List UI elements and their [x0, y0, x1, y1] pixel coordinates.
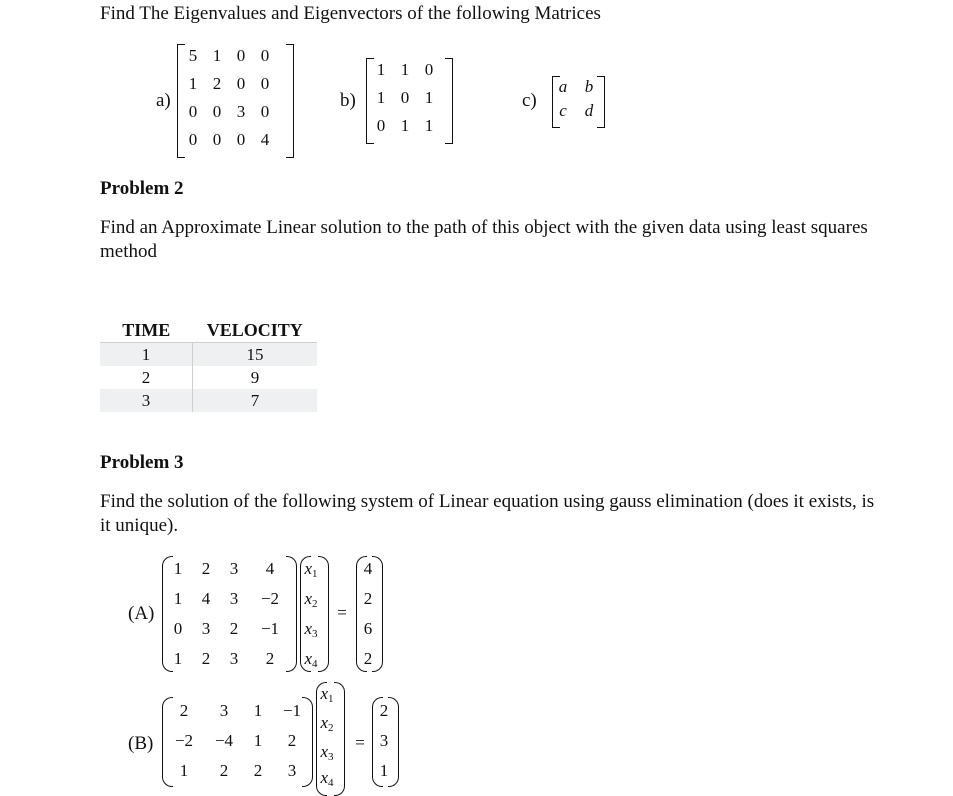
system-a-rhs-cell: 2: [363, 589, 373, 608]
matrix-b-cell: 0: [400, 88, 410, 107]
system-b-cell: 2: [219, 761, 229, 780]
problem3-text: Find the solution of the following system of Linear equation using gauss elimination (does it exists, is it unique).: [100, 491, 875, 536]
system-a-cell: 4: [265, 559, 275, 578]
system-a-var: x: [304, 589, 313, 608]
matrix-a-cell: 0: [188, 130, 198, 149]
system-a-cell: 0: [173, 619, 183, 638]
matrix-b-cell: 0: [376, 116, 386, 135]
system-b-cell: 1: [179, 761, 189, 780]
table-cell-time: 1: [100, 343, 193, 367]
system-a-var-sub: 1: [312, 568, 318, 580]
system-b-cell: −4: [214, 731, 234, 750]
system-b-var-sub: 2: [328, 722, 334, 734]
system-a-cell: 1: [173, 589, 183, 608]
matrix-b-cell: 1: [424, 88, 434, 107]
system-b-cell: 2: [287, 731, 297, 750]
system-b-var-sub: 1: [328, 693, 334, 705]
system-a-cell: 2: [229, 619, 239, 638]
system-a-cell: 3: [229, 559, 239, 578]
system-b-cell: 1: [253, 701, 263, 720]
system-b-label: (B): [128, 733, 154, 754]
time-velocity-table: [100, 318, 317, 412]
matrix-c-label: c): [522, 90, 537, 111]
table-row: [100, 343, 317, 367]
system-a-rhs-cell: 2: [363, 649, 373, 668]
matrix-b-cell: 1: [400, 116, 410, 135]
matrix-a-right-bracket: [286, 44, 294, 158]
table-cell-time: 2: [100, 366, 193, 389]
matrix-c-cell: d: [584, 101, 594, 120]
system-a-cell: 3: [229, 589, 239, 608]
system-a-cell: 2: [201, 649, 211, 668]
system-b-cell: 1: [253, 731, 263, 750]
matrix-b-label: b): [340, 90, 356, 111]
system-a-var-sub: 3: [312, 628, 318, 640]
system-b-var: x: [320, 768, 329, 787]
system-a-var: x: [304, 559, 313, 578]
system-a-var: x: [304, 619, 313, 638]
system-a-cell: −2: [260, 589, 280, 608]
matrix-b-right-bracket: [445, 58, 453, 144]
system-b-var: x: [320, 684, 329, 703]
system-a-equals: =: [337, 603, 347, 622]
matrix-a-cell: 0: [236, 74, 246, 93]
matrix-c-cell: b: [584, 77, 594, 96]
matrix-b-cell: 1: [376, 88, 386, 107]
table-cell-velocity: 15: [193, 343, 318, 367]
table-header-velocity: VELOCITY: [193, 318, 318, 343]
system-a-rhs-cell: 6: [363, 619, 373, 638]
system-b-var: x: [320, 713, 329, 732]
system-a-rhs-cell: 4: [363, 559, 373, 578]
system-a-label: (A): [128, 603, 155, 624]
matrix-a-cell: 0: [260, 102, 270, 121]
system-b-rhs-cell: 2: [379, 701, 389, 720]
matrix-a-cell: 1: [188, 74, 198, 93]
system-a-cell: 1: [173, 559, 183, 578]
system-b-var-sub: 3: [328, 751, 334, 763]
problem2-text: Find an Approximate Linear solution to the path of this object with the given data using least squares method: [100, 217, 868, 262]
matrix-a-cell: 3: [236, 102, 246, 121]
system-b-cell: 3: [219, 701, 229, 720]
matrix-a-label: a): [156, 90, 171, 111]
matrix-a-cell: 0: [260, 74, 270, 93]
matrix-a-cell: 4: [260, 130, 270, 149]
system-a-matrix-right-paren: [286, 556, 297, 672]
matrix-a-cell: 2: [212, 74, 222, 93]
system-b-cell: −1: [282, 701, 302, 720]
problem3-heading: Problem 3: [100, 452, 184, 473]
matrix-c-cell: c: [559, 101, 567, 120]
system-b-equals: =: [355, 733, 365, 752]
matrix-b-cell: 1: [400, 60, 410, 79]
matrix-a-cell: 0: [260, 46, 270, 65]
table-cell-time: 3: [100, 389, 193, 412]
matrix-c-cell: a: [558, 77, 568, 96]
matrix-b-cell: 0: [424, 60, 434, 79]
system-a-var-sub: 2: [312, 598, 318, 610]
system-a-cell: 3: [229, 649, 239, 668]
system-a-cell: 1: [173, 649, 183, 668]
system-a-cell: −1: [260, 619, 280, 638]
matrix-a-cell: 0: [212, 130, 222, 149]
table-row: [100, 389, 317, 412]
matrix-a-cell: 0: [236, 46, 246, 65]
matrix-a-cell: 0: [236, 130, 246, 149]
problem1-intro: Find The Eigenvalues and Eigenvectors of the following Matrices: [100, 3, 601, 24]
system-a-var-sub: 4: [312, 658, 318, 670]
matrix-b-cell: 1: [376, 60, 386, 79]
system-a-cell: 2: [201, 559, 211, 578]
matrix-b-cell: 1: [424, 116, 434, 135]
system-a-cell: 4: [201, 589, 211, 608]
system-a-var: x: [304, 649, 313, 668]
system-b-cell: 3: [287, 761, 297, 780]
matrix-a-cell: 0: [212, 102, 222, 121]
system-b-cell: 2: [179, 701, 189, 720]
matrix-a-cell: 1: [212, 46, 222, 65]
table-header-time: TIME: [100, 318, 193, 343]
problem2-heading: Problem 2: [100, 178, 184, 199]
system-b-rhs-cell: 3: [379, 731, 389, 750]
matrix-a-cell: 5: [188, 46, 198, 65]
system-a-cell: 2: [265, 649, 275, 668]
system-b-cell: −2: [174, 731, 194, 750]
system-b-rhs-cell: 1: [379, 761, 389, 780]
system-b-var: x: [320, 742, 329, 761]
matrix-a-cell: 0: [188, 102, 198, 121]
table-cell-velocity: 9: [193, 366, 318, 389]
table-row: [100, 366, 317, 389]
system-b-cell: 2: [253, 761, 263, 780]
system-a-cell: 3: [201, 619, 211, 638]
table-cell-velocity: 7: [193, 389, 318, 412]
system-b-var-sub: 4: [328, 777, 334, 789]
